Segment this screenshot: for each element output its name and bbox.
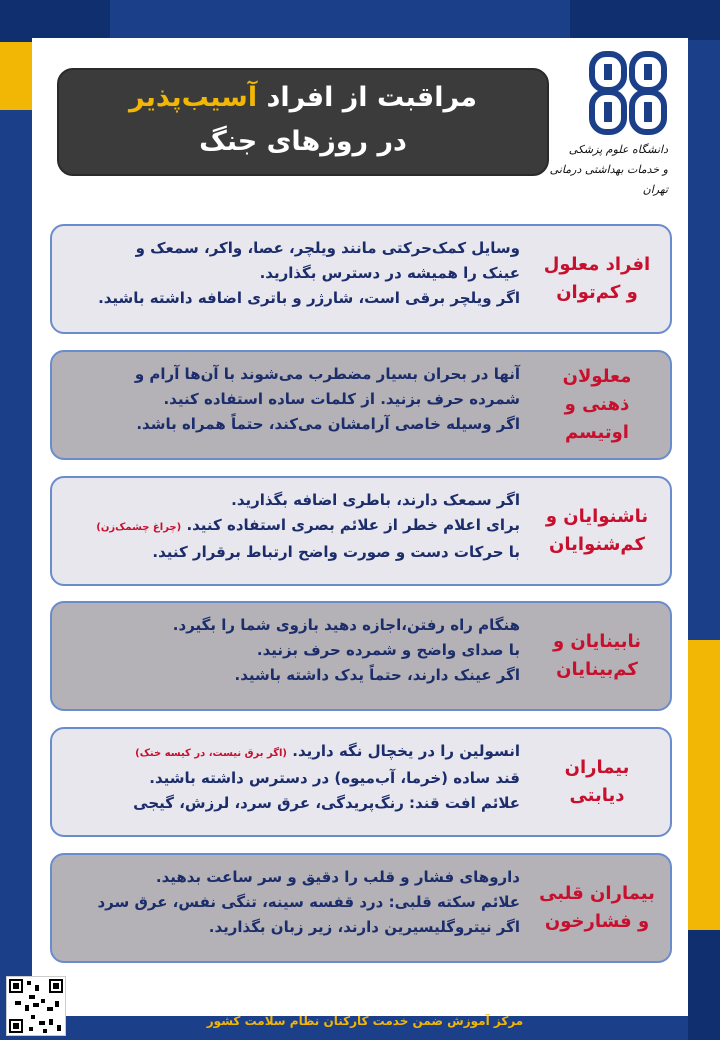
- university-name-line2: و خدمات بهداشتی درمانی تهران: [549, 163, 668, 196]
- card-note: (چراغ چشمک‌زن): [96, 522, 182, 533]
- card-deaf: [50, 476, 672, 586]
- card-line: اگر وسیله خاصی آرامشان می‌کند، حتماً همراه باشد.: [136, 415, 520, 433]
- card-body: [72, 865, 520, 940]
- card-title: نابینایان و کم‌بینایان: [552, 631, 642, 680]
- card-line: علائم افت قند: رنگ‌پریدگی، عرق سرد، لرزش، گیجی: [133, 794, 520, 812]
- card-line: اگر عینک دارند، حتماً یدک داشته باشید.: [234, 666, 520, 684]
- card-body: [72, 488, 520, 565]
- card-line: با صدای واضح و شمرده حرف بزنید.: [256, 641, 520, 659]
- corner-decoration: [0, 0, 110, 42]
- card-line: عینک را همیشه در دسترس بگذارید.: [259, 264, 520, 282]
- card-line: هنگام راه رفتن،اجازه دهید بازوی شما را بگیرد.: [172, 616, 520, 634]
- card-note: (اگر برق نیست، در کیسه خنک): [135, 748, 288, 759]
- card-body: [72, 236, 520, 311]
- card-cardiac: [50, 853, 672, 963]
- card-title: معلولان ذهنی و اوتیسم: [562, 366, 632, 443]
- poster-title: [57, 68, 549, 176]
- card-line: اگر سمعک دارند، باطری اضافه بگذارید.: [231, 491, 520, 509]
- card-line-with-note: [72, 739, 520, 766]
- card-line: داروهای فشار و قلب را دقیق و سر ساعت بدهید.: [155, 868, 520, 886]
- title-line-1: [59, 82, 547, 113]
- card-title: ناشنوایان و کم‌شنوایان: [545, 506, 649, 555]
- card-line: آنها در بحران بسیار مضطرب می‌شوند با آن‌ها آرام و: [134, 365, 520, 383]
- card-body: [72, 362, 520, 437]
- card-body: [72, 739, 520, 816]
- card-line: وسایل کمک‌حرکتی مانند ویلچر، عصا، واکر، سمعک و: [135, 239, 520, 257]
- card-disabled: [50, 224, 672, 334]
- card-autism: [50, 350, 672, 460]
- title-part1: مراقبت از افراد: [266, 82, 477, 113]
- card-line: اگر ویلچر برقی است، شارژر و باتری اضافه داشته باشید.: [98, 289, 520, 307]
- footer-organization: مرکز آموزش ضمن خدمت کارکنان نظام سلامت کشور: [206, 1014, 524, 1028]
- qr-code-icon: [6, 976, 66, 1036]
- card-line: اگر نیتروگلیسیرین دارند، زیر زبان بگذارید.: [208, 918, 520, 936]
- card-title: افراد معلول و کم‌توان: [543, 254, 651, 303]
- card-title: بیماران قلبی و فشارخون: [539, 883, 655, 932]
- card-title: بیماران دیابتی: [564, 757, 630, 806]
- card-blind: [50, 601, 672, 711]
- card-body: [72, 613, 520, 688]
- card-line-with-note: [72, 513, 520, 540]
- title-line-2: در روزهای جنگ: [199, 126, 407, 157]
- card-line: شمرده حرف بزنید. از کلمات ساده استفاده کنید.: [163, 390, 520, 408]
- university-name: [548, 140, 668, 200]
- corner-decoration: [688, 930, 720, 1040]
- card-line: برای اعلام خطر از علائم بصری استفاده کنید.: [186, 516, 520, 534]
- card-diabetes: [50, 727, 672, 837]
- card-line: علائم سکته قلبی: درد قفسه سینه، تنگی نفس، عرق سرد: [97, 893, 520, 911]
- title-accent: آسیب‌پذیر: [129, 82, 258, 113]
- card-line: انسولین را در یخچال نگه دارید.: [292, 742, 520, 760]
- university-name-line1: دانشگاه علوم پزشکی: [568, 143, 668, 156]
- card-line: قند ساده (خرما، آب‌میوه) در دسترس داشته باشید.: [149, 769, 520, 787]
- corner-decoration: [570, 0, 720, 40]
- card-line: با حرکات دست و صورت واضح ارتباط برقرار کنید.: [152, 543, 520, 561]
